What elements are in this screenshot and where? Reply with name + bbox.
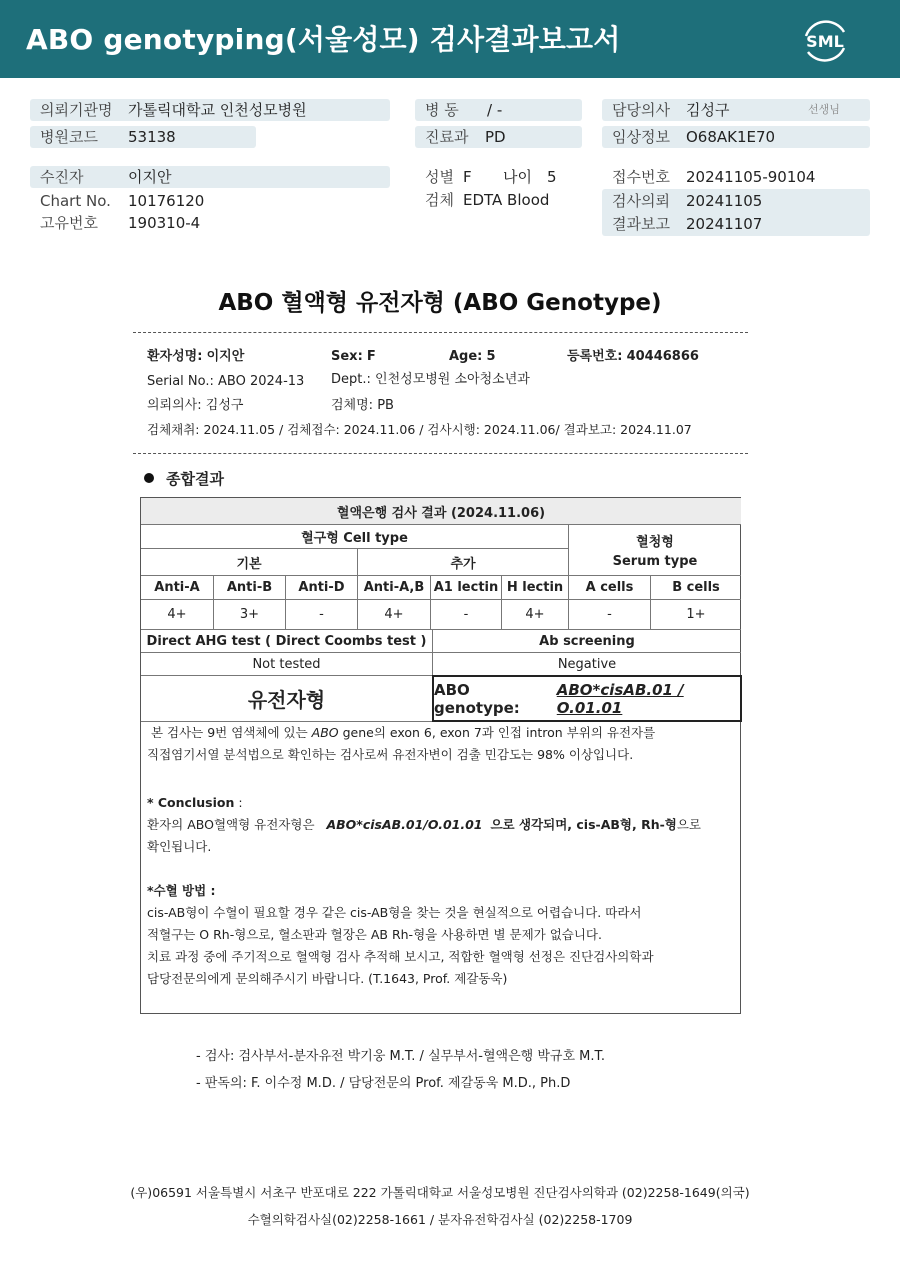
report-dept-value: 인천성모병원 소아청소년과 xyxy=(375,372,530,387)
logo-text: SML xyxy=(806,32,844,51)
ref-doctor-value: 김성구 xyxy=(205,398,244,413)
doctor-value: 김성구 xyxy=(686,101,730,119)
genotype-label: 유전자형 xyxy=(141,676,433,722)
val-anti-d: - xyxy=(286,600,358,630)
transfusion-line-1: cis-AB형이 수혈이 필요할 경우 같은 cis-AB형을 찾는 것을 현실적으로 어렵습니다. 따라서 xyxy=(147,905,642,920)
report-sex-label: Sex: xyxy=(331,349,363,364)
request-value: 20241105 xyxy=(686,192,763,210)
patient-value: 이지안 xyxy=(128,168,172,186)
patient-label: 수진자 xyxy=(40,168,84,186)
request-row xyxy=(602,190,870,212)
genotype-result-box xyxy=(432,675,742,722)
registration-label: 등록번호: xyxy=(567,349,623,364)
hospital-code-label: 병원코드 xyxy=(40,128,98,146)
method-text-c: 직접염기서열 분석법으로 확인하는 검사로써 유전자변이 검출 민감도는 98% 이상입니다. xyxy=(147,747,634,762)
clinical-label: 임상정보 xyxy=(612,128,670,146)
val-a-cells: - xyxy=(569,600,651,630)
unique-label: 고유번호 xyxy=(40,214,98,232)
address-line: (우)06591 서울특별시 서초구 반포대로 222 가톨릭대학교 서울성모병원 진단검사의학과 (02)2258-1649(의국) xyxy=(130,1185,750,1200)
age-label: 나이 xyxy=(503,168,532,186)
specimen-label: 검체 xyxy=(425,191,454,209)
transfusion-label: *수혈 방법 : xyxy=(147,883,216,898)
report-dept-line xyxy=(331,370,530,390)
cell-type-header: 혈구형 Cell type xyxy=(141,525,569,549)
bottom-divider xyxy=(133,453,748,454)
clinical-value: O68AK1E70 xyxy=(686,128,776,146)
col-h-lectin: H lectin xyxy=(502,576,569,600)
conclusion-text-a: 환자의 ABO혈액형 유전자형은 xyxy=(147,817,315,832)
hospital-code-value: 53138 xyxy=(128,128,176,146)
sml-logo-icon xyxy=(798,14,852,68)
val-h-lectin: 4+ xyxy=(502,600,569,630)
registration-line xyxy=(567,347,699,367)
conclusion-label: * Conclusion xyxy=(147,795,235,810)
patient-name-value: 이지안 xyxy=(206,349,245,364)
report-date-label: 결과보고 xyxy=(612,215,670,233)
sex-value: F xyxy=(463,168,472,186)
report-header-title: ABO genotyping(서울성모) 검사결과보고서 xyxy=(26,23,621,56)
sex-line xyxy=(331,347,376,367)
method-paragraph xyxy=(147,722,735,766)
receipt-row xyxy=(602,166,870,188)
unique-row xyxy=(30,212,390,234)
extra-header: 추가 xyxy=(358,549,569,576)
report-date-value: 20241107 xyxy=(686,215,763,233)
dat-label: Direct AHG test ( Direct Coombs test ) xyxy=(141,630,433,653)
report-age-value: 5 xyxy=(486,349,496,364)
method-text-b: gene의 exon 6, exon 7과 인접 intron 부위의 유전자를 xyxy=(342,725,656,740)
dept-value: PD xyxy=(485,128,506,146)
dates-line: 검체채취: 2024.11.05 / 검체접수: 2024.11.06 / 검사시행: 2024.11.06/ 결과보고: 2024.11.07 xyxy=(147,422,692,437)
ref-doctor-label: 의뢰의사: xyxy=(147,398,202,413)
conclusion-text-b: 으로 생각되며, cis-AB형, Rh-형 xyxy=(490,817,677,832)
val-b-cells: 1+ xyxy=(651,600,741,630)
specimen-name-value: PB xyxy=(377,398,394,413)
dept-label: 진료과 xyxy=(425,128,469,146)
hospital-code-row xyxy=(30,126,256,148)
col-a1-lectin: A1 lectin xyxy=(431,576,502,600)
receipt-value: 20241105-90104 xyxy=(686,168,816,186)
institution-label: 의뢰기관명 xyxy=(40,101,113,119)
serum-kr: 혈청형 xyxy=(636,535,674,550)
bullet-icon xyxy=(144,473,154,483)
ab-screening-value: Negative xyxy=(433,653,741,676)
transfusion-line-2: 적혈구는 O Rh-형으로, 혈소판과 혈장은 AB Rh-형을 사용하면 별 문제가 없습니다. xyxy=(147,927,602,942)
registration-value: 40446866 xyxy=(626,349,699,364)
col-anti-ab: Anti-A,B xyxy=(358,576,431,600)
conclusion-text-c: 으로 xyxy=(676,817,702,832)
transfusion-paragraph xyxy=(147,880,735,990)
serial-line xyxy=(147,372,304,392)
serum-en: Serum type xyxy=(612,554,698,569)
conclusion-text-d: 확인됩니다. xyxy=(147,839,212,854)
specimen-row xyxy=(415,189,595,211)
serum-type-header xyxy=(569,525,741,576)
conclusion-colon: : xyxy=(238,795,243,810)
institution-row xyxy=(30,99,390,121)
tester-line: - 검사: 검사부서-분자유전 박기웅 M.T. / 실무부서-혈액은행 박규호 M.T. xyxy=(196,1049,606,1064)
specimen-name-label: 검체명: xyxy=(331,398,374,413)
institution-value: 가톨릭대학교 인천성모병원 xyxy=(128,101,307,119)
unique-value: 190310-4 xyxy=(128,214,201,232)
serial-value: ABO 2024-13 xyxy=(218,374,305,389)
summary-heading: 종합결과 xyxy=(166,470,224,488)
ward-row xyxy=(415,99,582,121)
genotype-value: ABO*cisAB.01 / O.01.01 xyxy=(556,680,684,717)
serial-label: Serial No.: xyxy=(147,374,214,389)
genotype-prefix: ABO genotype: xyxy=(434,680,520,717)
doctor-label: 담당의사 xyxy=(612,101,670,119)
method-text-a: 본 검사는 9번 염색체에 있는 xyxy=(150,725,308,740)
header-bar xyxy=(0,0,900,78)
col-anti-a: Anti-A xyxy=(141,576,214,600)
transfusion-line-4: 담당전문의에게 문의해주시기 바랍니다. (T.1643, Prof. 제갈동욱) xyxy=(147,971,508,986)
patient-row xyxy=(30,166,390,188)
transfusion-line-3: 치료 과정 중에 주기적으로 혈액형 검사 추적해 보시고, 적합한 혈액형 선정은 진단검사의학과 xyxy=(147,949,654,964)
age-value: 5 xyxy=(547,168,557,186)
ab-screening-label: Ab screening xyxy=(433,630,741,653)
age-line xyxy=(449,347,496,367)
request-label: 검사의뢰 xyxy=(612,192,670,210)
report-dept-label: Dept.: xyxy=(331,372,371,387)
chart-value: 10176120 xyxy=(128,192,205,210)
reader-line: - 판독의: F. 이수정 M.D. / 담당전문의 Prof. 제갈동욱 M.D., Ph.D xyxy=(196,1076,571,1091)
clinical-row xyxy=(602,126,870,148)
ward-value: / - xyxy=(487,101,503,119)
val-anti-a: 4+ xyxy=(141,600,214,630)
table-title: 혈액은행 검사 결과 (2024.11.06) xyxy=(141,498,741,525)
doctor-row xyxy=(602,99,870,121)
conclusion-genotype: ABO*cisAB.01/O.01.01 xyxy=(326,817,483,832)
val-anti-b: 3+ xyxy=(214,600,286,630)
method-gene: ABO xyxy=(311,725,339,740)
specimen-name-line xyxy=(331,396,394,416)
chart-label: Chart No. xyxy=(40,192,111,210)
val-anti-ab: 4+ xyxy=(358,600,431,630)
val-a1-lectin: - xyxy=(431,600,502,630)
chart-row xyxy=(30,190,390,212)
dept-row xyxy=(415,126,582,148)
receipt-label: 접수번호 xyxy=(612,168,670,186)
col-anti-d: Anti-D xyxy=(286,576,358,600)
phones-line: 수혈의학검사실(02)2258-1661 / 분자유전학검사실 (02)2258-1709 xyxy=(247,1212,633,1227)
ward-label: 병 동 xyxy=(425,101,459,119)
report-title: ABO 혈액형 유전자형 (ABO Genotype) xyxy=(218,290,662,316)
patient-name-label: 환자성명: xyxy=(147,349,203,364)
basic-header: 기본 xyxy=(141,549,358,576)
conclusion-paragraph xyxy=(147,792,735,858)
ref-doctor-line xyxy=(147,396,243,416)
col-a-cells: A cells xyxy=(569,576,651,600)
col-b-cells: B cells xyxy=(651,576,741,600)
specimen-value: EDTA Blood xyxy=(463,191,550,209)
col-anti-b: Anti-B xyxy=(214,576,286,600)
top-divider xyxy=(133,332,748,333)
report-age-label: Age: xyxy=(449,349,483,364)
sex-age-row xyxy=(415,166,595,188)
sex-label: 성별 xyxy=(425,168,454,186)
report-sex-value: F xyxy=(366,349,376,364)
patient-name-line xyxy=(147,347,244,367)
report-date-row xyxy=(602,213,870,235)
dat-value: Not tested xyxy=(141,653,433,676)
doctor-suffix: 선생님 xyxy=(808,103,840,116)
